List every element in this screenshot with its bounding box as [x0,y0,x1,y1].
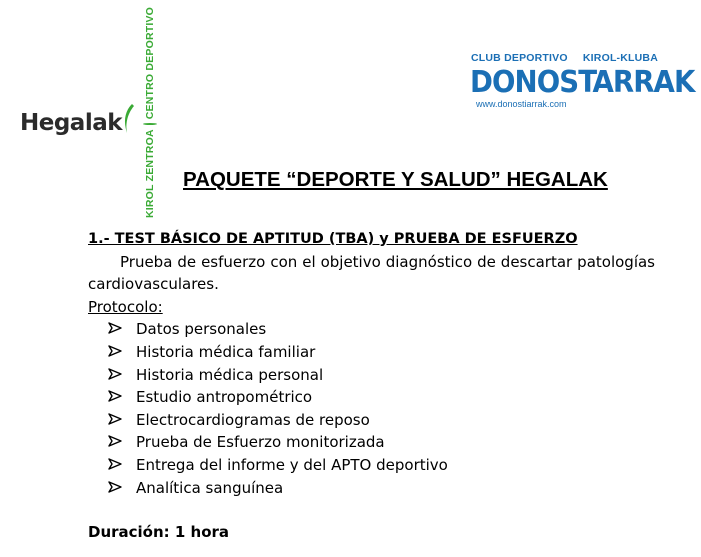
donostiarrak-wordmark [470,64,695,100]
list-item-label: Datos personales [136,320,267,339]
list-item-label: Historia médica personal [136,365,324,384]
donostiarrak-url: www.donostiarrak.com [476,99,567,109]
section-paragraph: Prueba de esfuerzo con el objetivo diagnóstico de descartar patologías cardiovasculares. [88,252,655,294]
arrow-bullet-icon [108,477,124,500]
document-body [88,228,655,544]
list-item [108,409,655,432]
page-title: PAQUETE “DEPORTE Y SALUD” HEGALAK [183,168,608,191]
arrow-bullet-icon [108,341,124,364]
list-item-label: Historia médica familiar [136,342,316,361]
list-item-label: Electrocardiogramas de reposo [136,410,370,429]
hegalak-logo-text: Hegalak [20,110,123,136]
vertical-label-centro: CENTRO DEPORTIVO [144,6,156,120]
arrow-bullet-icon [108,318,124,341]
protocol-list [88,318,655,499]
list-item [108,477,655,500]
protocol-label: Protocolo: [88,297,163,316]
arrow-bullet-icon [108,364,124,387]
donostiarrak-top-line [470,52,660,64]
list-item-label: Analítica sanguínea [136,478,284,497]
vertical-centre-label [142,6,158,218]
arrow-bullet-icon [108,431,124,454]
list-item [108,454,655,477]
list-item-label: Prueba de Esfuerzo monitorizada [136,433,385,452]
donostiarrak-club-label: CLUB DEPORTIVO [471,52,568,64]
leaf-icon [121,103,135,135]
vertical-label-separator [143,123,157,125]
arrow-bullet-icon [108,409,124,432]
list-item [108,386,655,409]
section-heading: 1.- TEST BÁSICO DE APTITUD (TBA) y PRUEBA DE ESFUERZO [88,231,578,247]
list-item [108,364,655,387]
arrow-bullet-icon [108,454,124,477]
list-item [108,341,655,364]
hegalak-logo [20,110,135,136]
list-item-label: Estudio antropométrico [136,388,313,407]
donostiarrak-kluba-label: KIROL-KLUBA [582,52,658,64]
list-item [108,431,655,454]
arrow-bullet-icon [108,386,124,409]
donostiarrak-logo [470,52,695,109]
donostiarrak-wordmark-post: ARRAK [592,65,695,100]
list-item [108,318,655,341]
vertical-label-kirol: KIROL ZENTROA [144,129,156,218]
duration-label: Duración: 1 hora [88,523,230,542]
list-item-label: Entrega del informe y del APTO deportivo [136,455,448,474]
donostiarrak-wordmark-pre: DONOST [470,65,597,100]
